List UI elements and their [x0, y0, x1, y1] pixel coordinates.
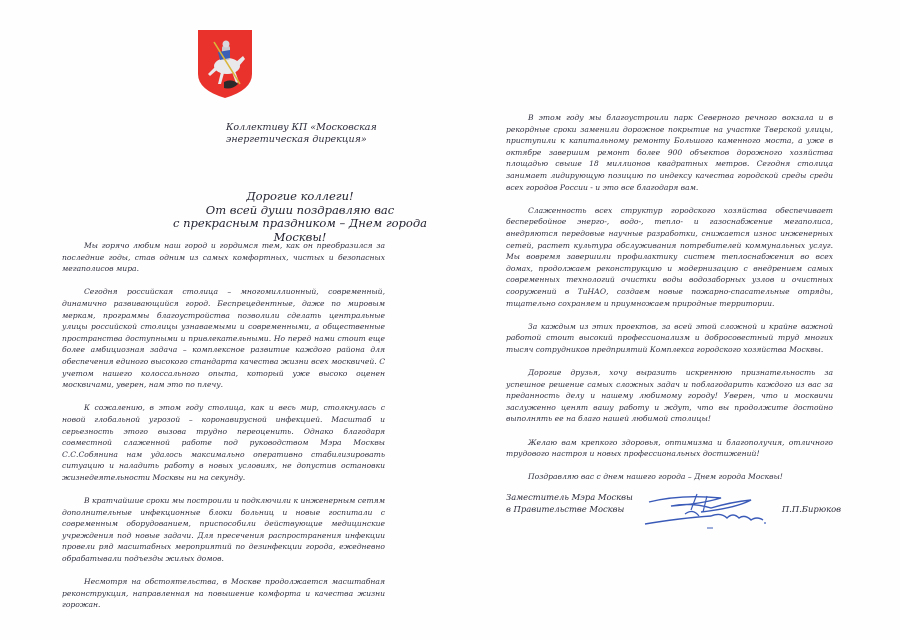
addressee-line: энергетическая дирекция»	[226, 134, 367, 145]
paragraph: В этом году мы благоустроили парк Северного речного вокзала и в рекордные сроки заменили дорожное покрытие на участке Тверской улицы, приступили к капитальному ремонту Большого каменного моста, а уже в октябре завершим ремонт более 900 объектов дорожного хозяйства площадью свыше 18 миллионов квадратных метров. Сегодня столица занимает лидирующую позицию по индексу качества городской среды среди всех городов России - и это все благодаря вам.	[506, 113, 833, 192]
paragraph: Желаю вам крепкого здоровья, оптимизма и благополучия, отличного трудового настроя и новых профессиональных достижений!	[506, 437, 833, 459]
paragraph: Несмотря на обстоятельства, в Москве продолжается масштабная реконструкция, направленная на повышение комфорта и качества жизни горожан.	[62, 577, 385, 610]
signatory-title-line: в Правительстве Москвы	[506, 503, 625, 514]
right-column	[506, 112, 833, 495]
left-column	[62, 240, 385, 623]
greeting	[150, 190, 450, 244]
signatory-title-line: Заместитель Мэра Москвы	[506, 492, 633, 502]
greeting-line: От всей души поздравляю вас	[205, 202, 395, 217]
addressee-line: Коллективу КП «Московская	[226, 122, 377, 133]
paragraph: Мы горячо любим наш город и гордимся тем, как он преобразился за последние годы, став одним из самых комфортных, чистых и безопасных мегаполисов мира.	[62, 241, 385, 274]
handwritten-signature	[641, 490, 771, 530]
addressee	[226, 122, 426, 146]
closing-line: Поздравляю вас с днем нашего города – Днем города Москвы!	[528, 472, 783, 482]
paragraph: Сегодня российская столица – многомиллионный, современный, динамично развивающийся город. Беспрецедентные, даже по мировым меркам, программы благоустройства позволили сделать центральные улицы российской столицы узнаваемыми и современными, а общественные пространства доступными и привлекательными. Но перед нами стоит еще более амбициозная задача – комплексное развитие каждого района для обеспечения единого высокого стандарта качества жизни всех москвичей. С учетом нашего колоссального опыта, который уже высоко оценен москвичами, уверен, нам это по плечу.	[62, 287, 385, 390]
signatory-title	[506, 492, 633, 515]
paragraph: За каждым из этих проектов, за всей этой сложной и крайне важной работой стоит высокий профессионализм и добросовестный труд многих тысяч сотрудников предприятий Комплекса городского хозяйства Москвы.	[506, 321, 833, 354]
paragraph: Слаженность всех структур городского хозяйства обеспечивает бесперебойное энерго-, водо-, тепло- и газоснабжение мегаполиса, внедряются передовые научные разработки, снижается износ инженерных сетей, растет культура обслуживания потребителей коммунальных услуг. Мы вовремя завершили профилактику систем теплоснабжения во всех домах, продолжаем реконструкцию и модернизацию с внедрением самых современных технологий очистки воды водозаборных узлов и очистных сооружений в ТиНАО, создаем новые пожарно-спасательные отряды, тщательно сохраняем и приумножаем природные территории.	[506, 205, 833, 308]
signatory-name: П.П.Бирюков	[781, 504, 841, 514]
paragraph: Дорогие друзья, хочу выразить искреннюю признательность за успешное решение самых сложных задач и поблагодарить каждого из вас за преданность делу и нашему любимому городу! Уверен, что и москвичи заслуженно ценят вашу работу и ждут, что вы продолжите достойно выполнять ее на благо нашей любимой столицы!	[506, 368, 833, 424]
paragraph: В кратчайшие сроки мы построили и подключили к инженерным сетям дополнительные инфекционные блоки больниц и новые госпитали с современным оборудованием, приспособили действующие медицинские учреждения под новые задачи. Для пресечения распространения инфекции провели ряд масштабных мероприятий по дезинфекции города, ежедневно обрабатывали подъезды жилых домов.	[62, 496, 385, 564]
paragraph: К сожалению, в этом году столица, как и весь мир, столкнулась с новой глобальной угрозой – коронавирусной инфекцией. Масштаб и серьезность этого вызова трудно переоценить. Однако благодаря совместной слаженной работе под руководством Мэра Москвы С.С.Собянина нам удалось максимально оперативно стабилизировать ситуацию и наладить работу в новых условиях, не допустив остановки жизнедеятельности Москвы ни на секунду.	[62, 403, 385, 482]
moscow-coat-of-arms-icon	[196, 28, 254, 100]
signature-block	[506, 492, 841, 532]
greeting-line: Дорогие коллеги!	[246, 189, 354, 203]
greeting-line: с прекрасным праздником – Днем города Москвы!	[173, 216, 427, 244]
